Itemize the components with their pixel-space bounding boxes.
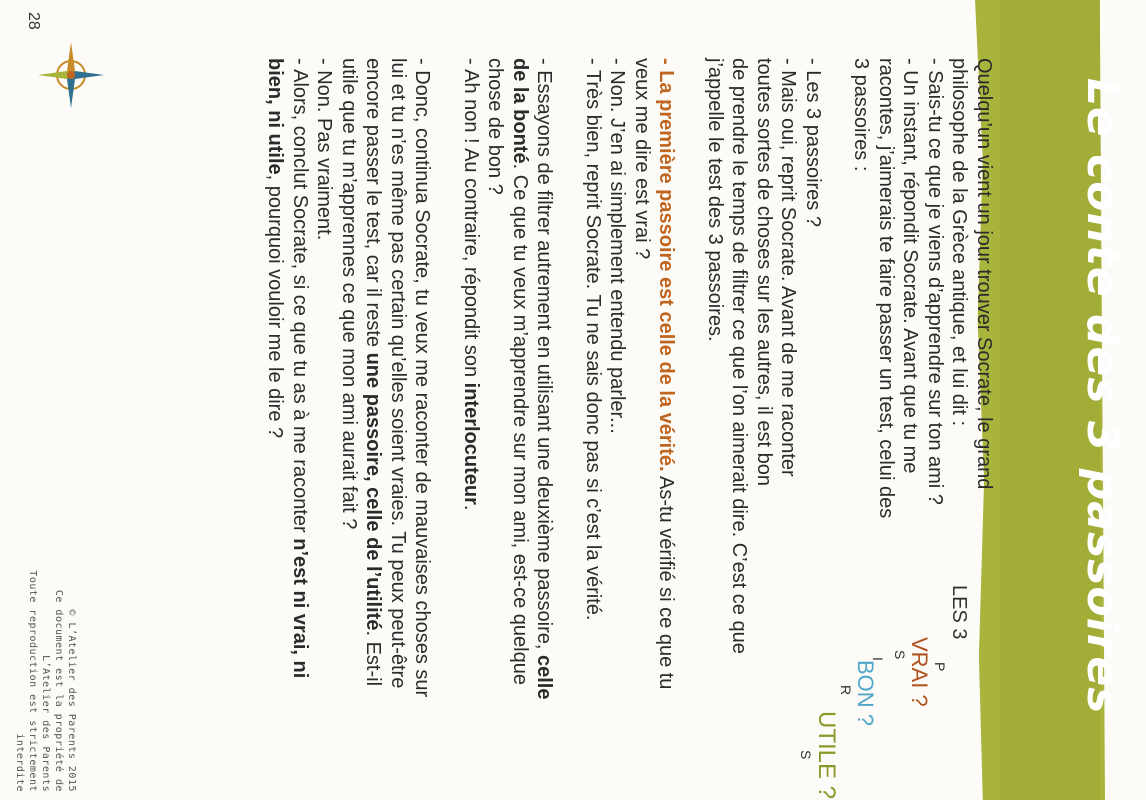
p3-line: - Très bien, reprit Socrate. Tu ne sais donc pas si c’est la vérité. [582,58,604,621]
p3-rest: As-tu vérifié si ce que tu [655,471,678,690]
graphic-bon: BON ? [853,660,878,727]
paragraph-3 [581,58,679,708]
p3-line: - Non. J’en ai simplement entendu parler... [606,58,629,434]
p5-line: - Donc, continua Socrate, tu veux me raconter de mauvaises choses sur [411,58,434,698]
copyright-line: © L’Atelier des Parents 2015 [66,609,77,792]
graphic-s3: S [798,750,814,760]
graphic-vrai: VRAI ? [907,637,932,707]
paragraph-4 [459,58,557,708]
graphic-les: LES 3 [948,585,970,640]
truth-passoire-highlight: - La première passoire est celle de la vérité. [655,58,678,472]
p1-line: - Sais-tu ce que je viens d’apprendre sur ton ami ? [924,58,946,505]
page-title: Le conte des 3 passoires [1077,78,1128,715]
p4-line: chose de bon ? [484,58,507,195]
p1-line: - Un instant, répondit Socrate. Avant que tu me [899,58,922,474]
graphic-i: I [870,657,886,661]
paragraph-5 [263,58,435,708]
p2-line: de prendre le temps de filtrer ce que l’on aimerait dire. C’est ce que [728,58,751,654]
graphic-r: R [838,685,854,696]
p5-line: - Non. Pas vraiment. [313,58,336,241]
p3-line: veux me dire est vrai ? [631,58,653,260]
p4-bold: de la bonté [509,58,531,164]
p5-line [361,58,386,708]
atelier-logo [36,40,106,110]
page-number: 28 [25,12,42,30]
copyright-notice [13,562,78,792]
p3-line [654,58,679,708]
p4-text: . Ce que tu veux m’apprendre sur mon ami, est-ce quelque [509,163,531,685]
graphic-p: P [932,662,948,672]
p2-line: toutes sortes de choses sur les autres, il est bon [753,58,775,486]
p5-text: . Est-il [362,630,385,687]
p2-line: - Les 3 passoires ? [802,58,824,227]
p4-text: - Essayons de filtrer autrement en utilisant une deuxième passoire, [533,58,556,650]
p5-bold: bien, ni utile [264,58,287,175]
p1-line: racontes, j’aimerais te faire passer un test, celui des [875,58,897,519]
p2-line: - Mais oui, reprit Socrate. Avant de me raconter [777,58,800,477]
copyright-line: Ce document est la propriété de L’Atelier des Parents [40,589,64,792]
p4-line [532,58,557,708]
paragraph-1 [849,58,996,708]
p4-line [508,58,533,708]
p5-text: encore passer le test, car il reste [362,58,385,353]
paragraph-2 [703,58,826,708]
p5-line: lui et tu n’es même pas certain qu’elles soient vraies. Tu peux peut-être [387,58,409,689]
p5-text: , pourquoi vouloir me le dire ? [264,174,287,439]
p5-bold: n’est ni vrai, ni [289,538,311,679]
copyright-line: Toute reproduction est strictement interdite [14,570,38,792]
story-text [239,58,996,708]
graphic-s1: S [892,650,908,660]
p5-line: utile que tu m’apprennes ce que mon ami aurait fait ? [338,58,360,530]
graphic-utile: UTILE ? [813,711,840,800]
p1-line: philosophe de la Grèce antique, et lui dit : [948,58,971,427]
p5-text: - Alors, conclut Socrate, si ce que tu as à me raconter [289,58,311,539]
p5-line [263,58,288,708]
p4-line [459,58,484,708]
p2-line: j’appelle le test des 3 passoires. [704,58,726,342]
p4-bold: interlocuteur [460,382,482,505]
p4-text: . [460,504,482,511]
p1-line: Quelqu’un vient un jour trouver Socrate, le grand [973,58,995,490]
p5-line [288,58,313,708]
p5-bold: une passoire, celle de l’utilité [362,352,385,631]
p4-text: - Ah non ! Au contraire, répondit son [460,58,482,383]
p1-line: 3 passoires : [850,58,873,172]
p4-bold: celle [533,654,556,700]
